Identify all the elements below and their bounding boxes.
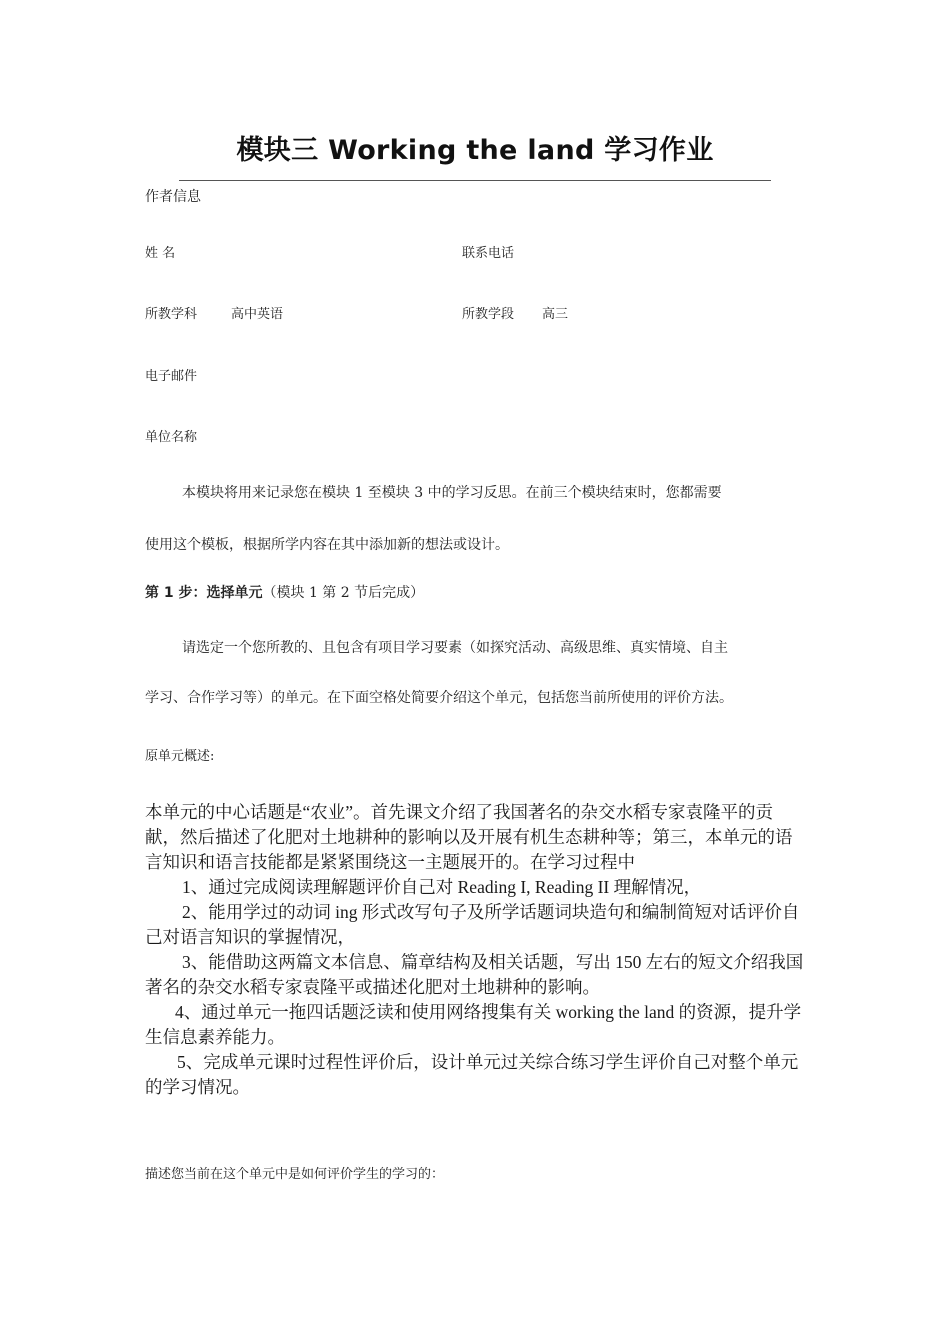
org-label: 单位名称 bbox=[145, 430, 198, 445]
name-label: 姓 名 bbox=[145, 246, 176, 261]
subject-label: 所教学科 bbox=[145, 307, 198, 322]
overview-item-3: 3、能借助这两篇文本信息、篇章结构及相关话题，写出 150 左右的短文介绍我国著名的杂交水稻专家袁隆平或描述化肥对土地耕种的影响。 bbox=[145, 952, 804, 997]
overview-item-1: 1、通过完成阅读理解题评价自己对 Reading I, Reading II 理解情况， bbox=[182, 877, 702, 897]
phone-label: 联系电话 bbox=[462, 246, 515, 261]
overview-label: 原单元概述: bbox=[145, 749, 215, 764]
title-underline bbox=[179, 180, 771, 181]
overview-item-2: 2、能用学过的动词 ing 形式改写句子及所学话题词块造句和编制简短对话评价自己对语言知识的掌握情况， bbox=[145, 902, 800, 947]
grade-label: 所教学段 bbox=[462, 307, 515, 322]
step-1-note: （模块 1 第 2 节后完成） bbox=[262, 585, 425, 601]
email-label: 电子邮件 bbox=[145, 369, 198, 384]
unit-overview bbox=[145, 800, 805, 1100]
overview-paragraph: 本单元的中心话题是“农业”。首先课文介绍了我国著名的杂交水稻专家袁隆平的贡献，然后描述了化肥对土地耕种的影响以及开展有机生态耕种等；第三，本单元的语言知识和语言技能都是紧紧围绕这一主题展开的。在学习过程中 bbox=[145, 802, 793, 872]
step-1-title: 第 1 步：选择单元 bbox=[145, 585, 263, 601]
overview-item-5: 5、完成单元课时过程性评价后，设计单元过关综合练习学生评价自己对整个单元的学习情况。 bbox=[145, 1052, 799, 1097]
intro-line-2: 使用这个模板，根据所学内容在其中添加新的想法或设计。 bbox=[145, 537, 509, 553]
intro-line-1: 本模块将用来记录您在模块 1 至模块 3 中的学习反思。在前三个模块结束时，您都需要 bbox=[182, 485, 722, 501]
instruction-line-1: 请选定一个您所教的、且包含有项目学习要素（如探究活动、高级思维、真实情境、自主 bbox=[182, 640, 728, 656]
grade-value: 高三 bbox=[542, 307, 569, 322]
document-title: 模块三 Working the land 学习作业 bbox=[236, 135, 714, 166]
subject-value: 高中英语 bbox=[231, 307, 284, 322]
assessment-label: 描述您当前在这个单元中是如何评价学生的学习的： bbox=[145, 1167, 445, 1182]
instruction-line-2: 学习、合作学习等）的单元。在下面空格处简要介绍这个单元，包括您当前所使用的评价方法。 bbox=[145, 690, 733, 706]
author-info-heading: 作者信息 bbox=[145, 189, 201, 205]
overview-item-4: 4、通过单元一拖四话题泛读和使用网络搜集有关 working the land 的资源，提升学生信息素养能力。 bbox=[145, 1002, 802, 1047]
step-1-heading bbox=[145, 582, 424, 602]
